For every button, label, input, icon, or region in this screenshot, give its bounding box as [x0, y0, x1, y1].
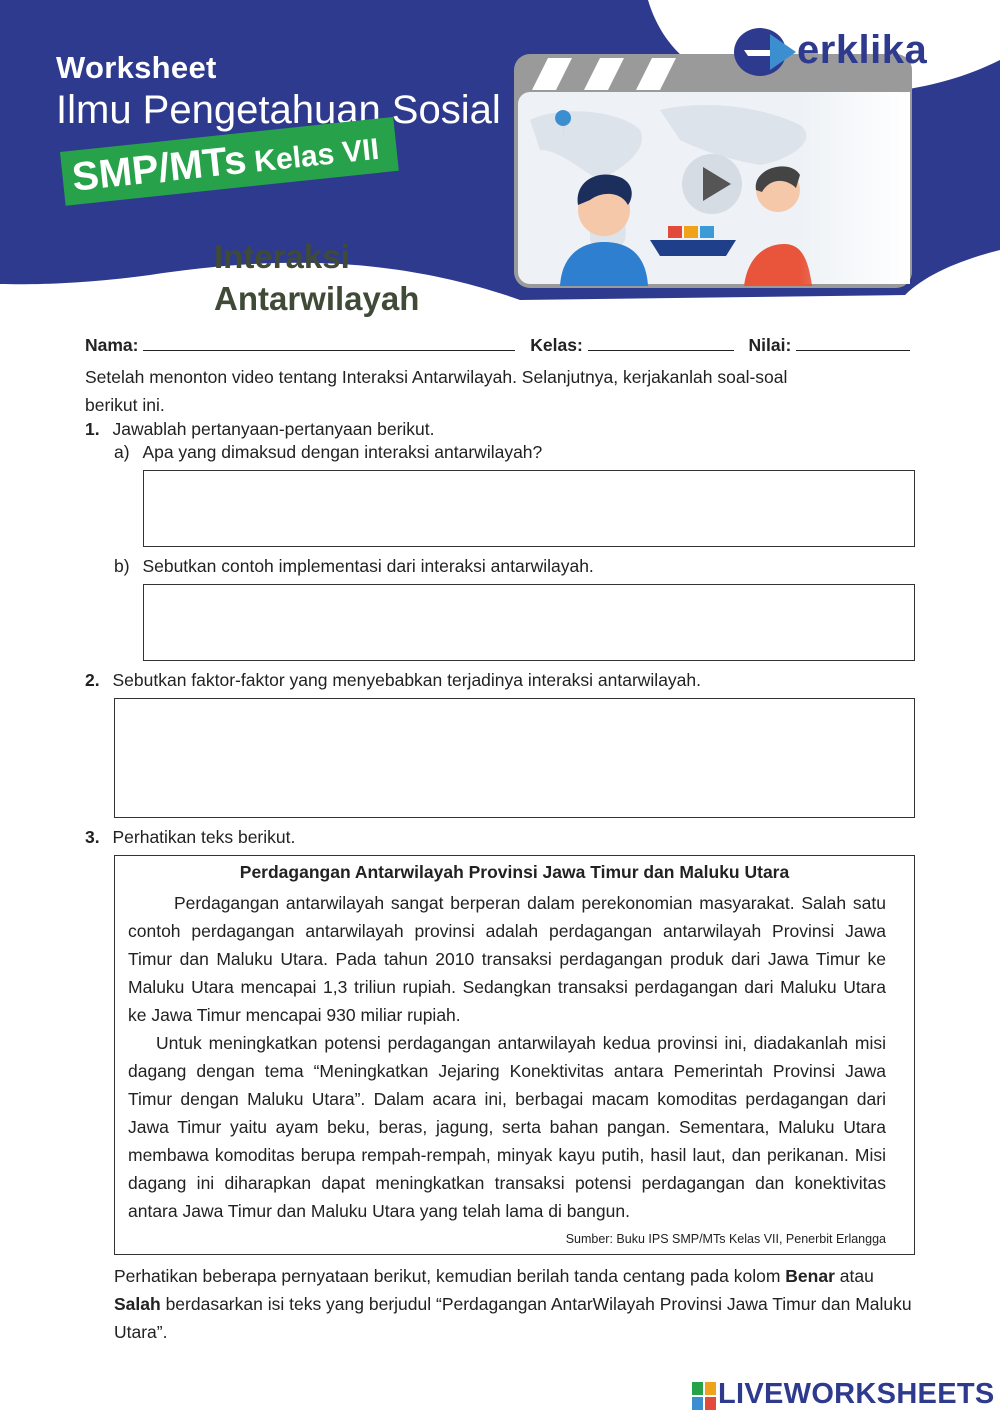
- grade-text: Kelas VII: [252, 132, 381, 179]
- liveworksheets-brand: LIVEWORKSHEETS: [718, 1378, 995, 1410]
- level-text: SMP/MTs: [70, 137, 249, 200]
- question-1b-label: b): [114, 556, 130, 576]
- question-1a: [114, 438, 542, 466]
- question-3-text: Perhatikan teks berikut.: [112, 827, 296, 847]
- topic-line-1: Interaksi: [214, 238, 350, 275]
- intro-line-1: Setelah menonton video tentang Interaksi Antarwilayah. Selanjutnya, kerjakanlah soal-soal: [85, 367, 788, 387]
- instruction-pre: Perhatikan beberapa pernyataan berikut, kemudian berilah tanda centang pada kolom: [114, 1266, 786, 1286]
- liveworksheets-logo-icon: [692, 1382, 716, 1410]
- topic-title: [214, 236, 419, 320]
- kelas-input[interactable]: [588, 332, 734, 351]
- passage-paragraph-2: Untuk meningkatkan potensi perdagangan antarwilayah kedua provinsi ini, diadakanlah misi dagang dengan tema “Meningkatkan Jejaring Konektivitas antara Pemerintah Provinsi Jawa Timur dengan Maluku Utara”. Dalam acara ini, berbagai macam komoditas perdagangan dari Jawa Timur yaitu ayam beku, beras, jagung, serta bahan pangan. Sementara, Maluku Utara membawa komoditas berupa rempah-rempah, minyak kayu putih, hasil laut, dan perikanan. Misi dagang ini diharapkan dapat meningkatkan transaksi potensi perdagangan dan konektivitas antara Jawa Timur dan Maluku Utara yang telah lama di bangun.: [128, 1033, 886, 1221]
- student-info-row: [85, 331, 910, 359]
- question-3-number: 3.: [85, 827, 100, 847]
- question-1b-text: Sebutkan contoh implementasi dari interaksi antarwilayah.: [142, 556, 594, 576]
- passage-title: Perdagangan Antarwilayah Provinsi Jawa Timur dan Maluku Utara: [239, 862, 790, 882]
- question-2-number: 2.: [85, 670, 100, 690]
- worksheet-label: Worksheet: [56, 50, 217, 85]
- question-2-text: Sebutkan faktor-faktor yang menyebabkan terjadinya interaksi antarwilayah.: [112, 670, 702, 690]
- answer-box-1a[interactable]: [143, 470, 915, 547]
- instruction-salah: Salah: [114, 1294, 161, 1314]
- answer-box-1b[interactable]: [143, 584, 915, 661]
- passage-source: Sumber: Buku IPS SMP/MTs Kelas VII, Penerbit Erlangga: [565, 1232, 886, 1246]
- question-1-text: Jawablah pertanyaan-pertanyaan berikut.: [112, 419, 435, 439]
- subject-title: Ilmu Pengetahuan Sosial: [56, 88, 501, 132]
- ship-icon: [650, 240, 736, 256]
- nilai-label: Nilai:: [748, 335, 792, 355]
- question-1a-text: Apa yang dimaksud dengan interaksi antarwilayah?: [142, 442, 543, 462]
- video-thumbnail[interactable]: [514, 54, 912, 288]
- instruction-text: [114, 1262, 914, 1346]
- passage-body: [128, 889, 886, 1225]
- question-1a-label: a): [114, 442, 130, 462]
- brand-logo-text: erklika: [797, 28, 928, 72]
- passage-paragraph-1: Perdagangan antarwilayah sangat berperan dalam perekonomian masyarakat. Salah satu contoh perdagangan antarwilayah provinsi adalah perdagangan antarwilayah Provinsi Jawa Timur dan Maluku Utara. Pada tahun 2010 transaksi perdagangan produk dari Jawa Timur ke Maluku Utara mencapai 1,3 triliun rupiah. Sedangkan transaksi perdagangan dari Maluku Utara ke Jawa Timur mencapai 930 miliar rupiah.: [128, 893, 886, 1025]
- instruction-mid: atau: [834, 1266, 874, 1286]
- nilai-input[interactable]: [796, 332, 910, 351]
- nama-label: Nama:: [85, 335, 139, 355]
- question-3: [85, 823, 295, 851]
- kelas-label: Kelas:: [530, 335, 583, 355]
- question-1-number: 1.: [85, 419, 100, 439]
- intro-line-2: berikut ini.: [85, 395, 165, 415]
- question-1b: [114, 552, 594, 580]
- question-2: [85, 666, 701, 694]
- answer-box-2[interactable]: [114, 698, 915, 818]
- topic-line-2: Antarwilayah: [214, 280, 420, 317]
- instruction-benar: Benar: [785, 1266, 835, 1286]
- nama-input[interactable]: [143, 332, 515, 351]
- instruction-post: berdasarkan isi teks yang berjudul “Perdagangan AntarWilayah Provinsi Jawa Timur dan Maluku Utara”.: [114, 1294, 912, 1342]
